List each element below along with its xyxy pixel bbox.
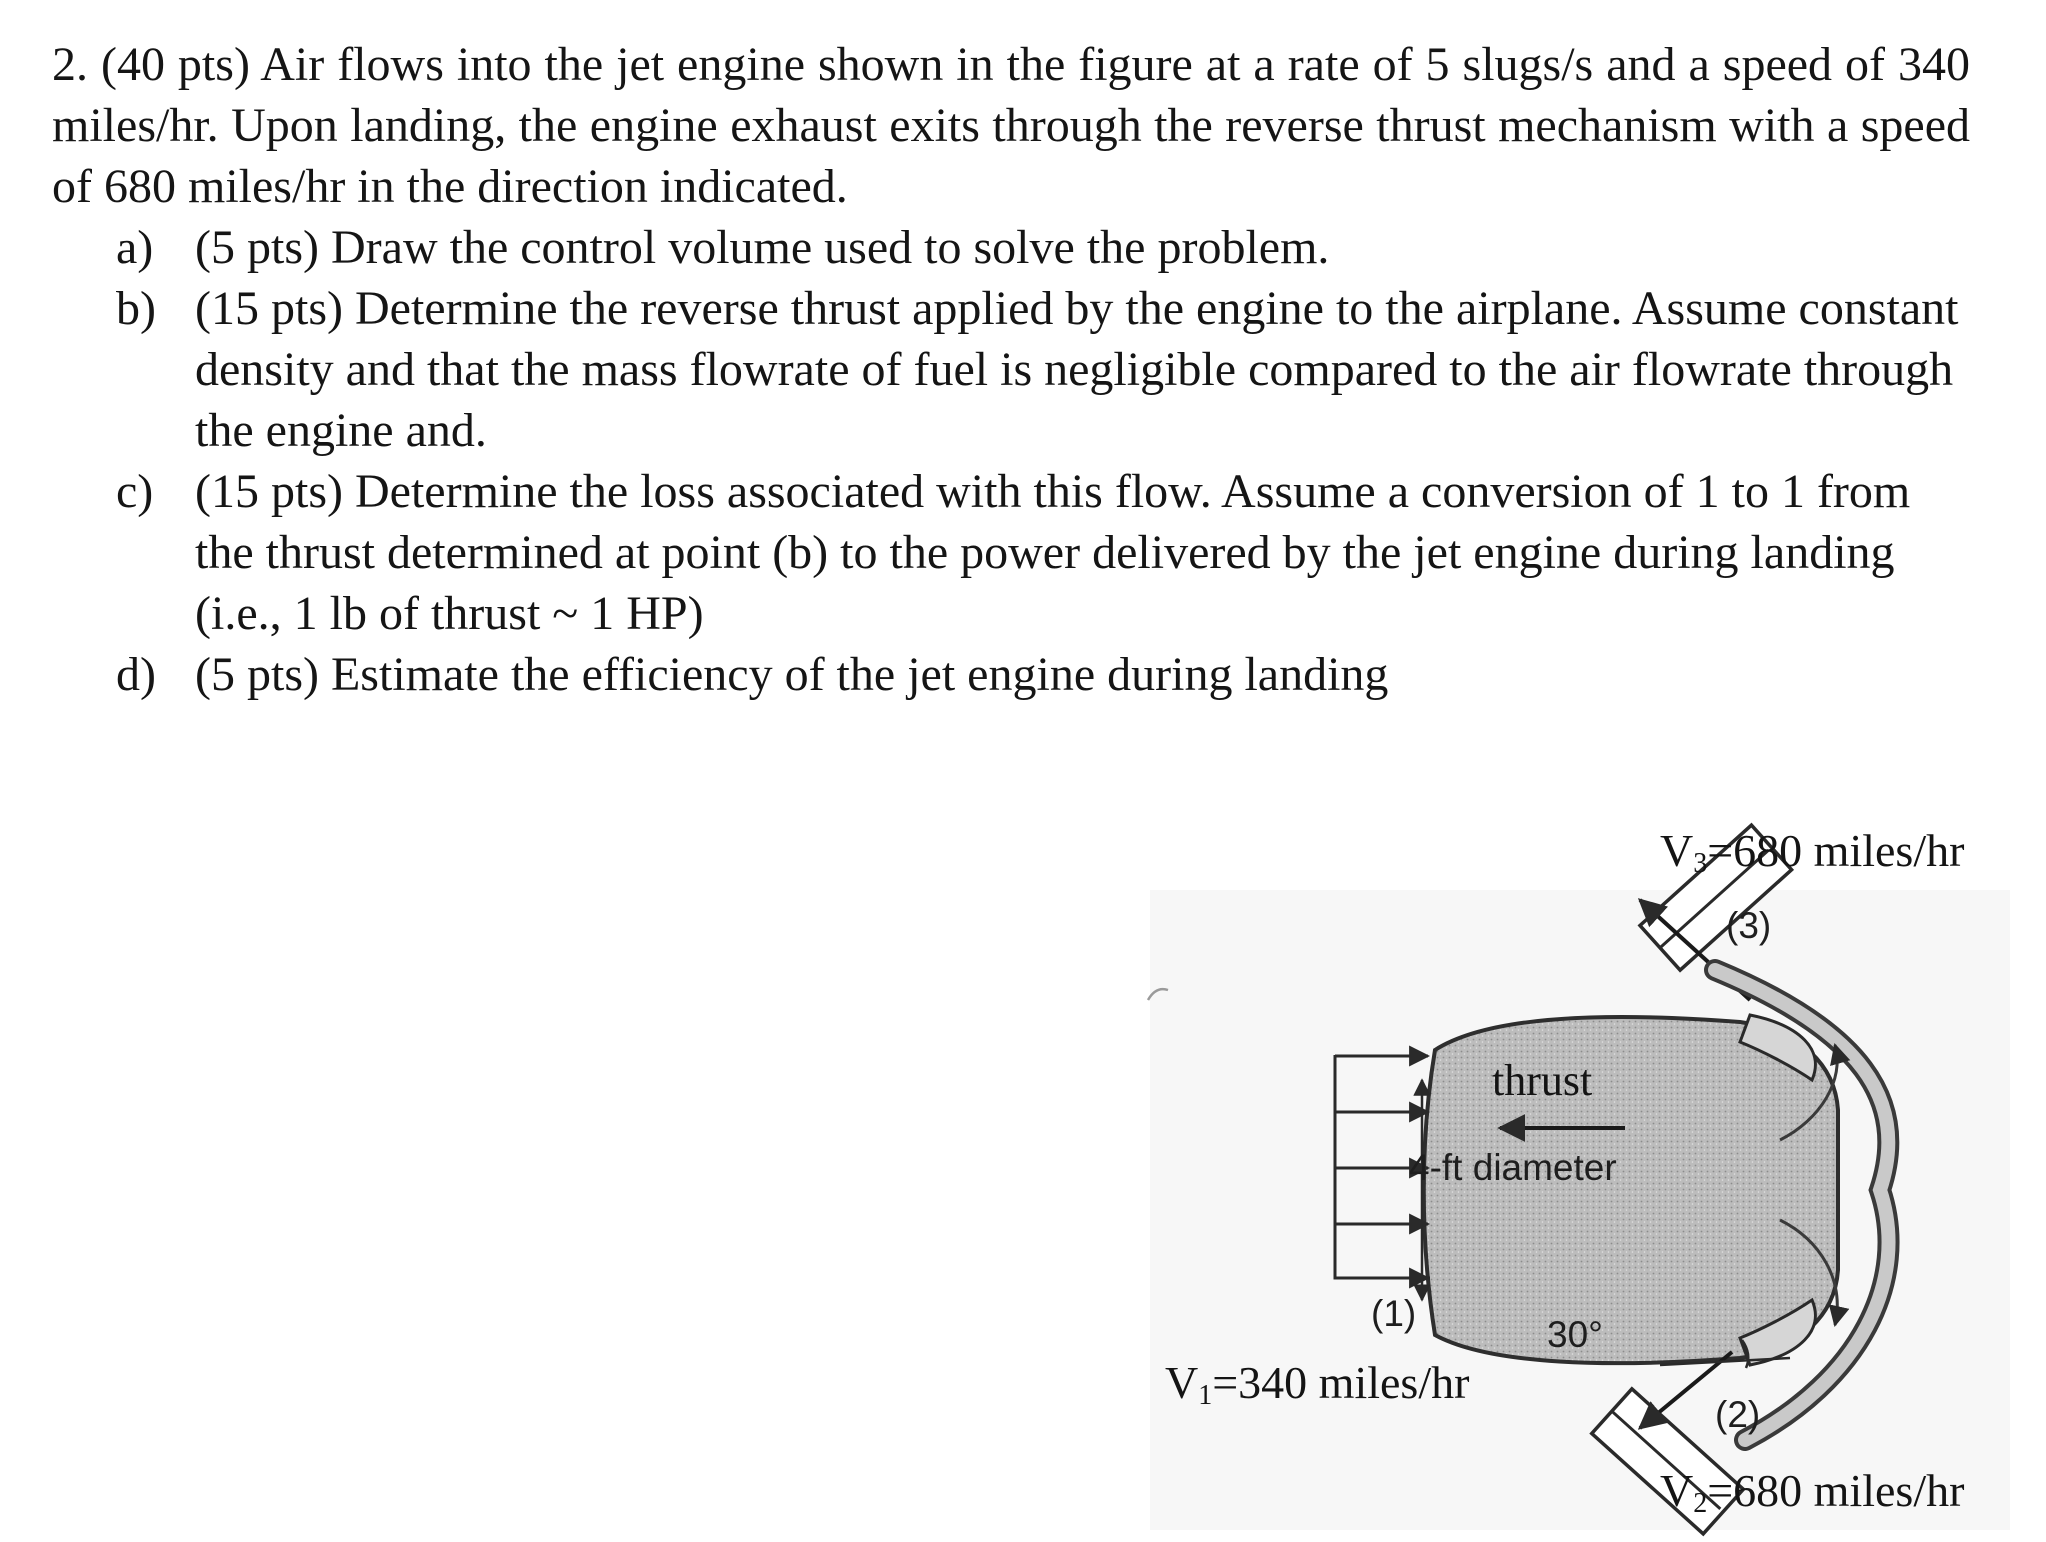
part-letter: a) [116,221,154,274]
part-letter: c) [116,465,154,518]
velocity-1-label: $V_1=340$ miles/hr [1165,1357,1470,1411]
engine-body [1424,1017,1838,1363]
velocity-2-label: $V_2=680$ miles/hr [1660,1465,1965,1519]
problem-intro: 2. (40 pts) Air flows into the jet engine shown in the figure at a rate of 5 slugs/s and a speed of 340 miles/hr. Upon landing, the engine exhaust exits through the reverse thrust mechanism with a speed of 680 miles/hr in the direction indicated. [52,38,1970,213]
part-text: (15 pts) Determine the loss associated with this flow. Assume a conversion of 1 to 1 from the thrust determined at point (b) to the power delivered by the jet engine during landing (i.e., 1 lb of thrust ~ 1 HP) [195,465,1911,640]
problem-part-c [52,461,1970,644]
problem-part-b [52,278,1970,461]
part-letter: d) [116,648,156,701]
problem-parts-list [52,217,1970,705]
velocity-3-label: $V_3=680$ miles/hr [1660,825,1965,879]
part-text: (5 pts) Estimate the efficiency of the jet engine during landing [195,648,1389,701]
station-2-label: (2) [1715,1394,1761,1435]
station-3-label: (3) [1726,905,1772,946]
part-letter: b) [116,282,156,335]
problem-part-a [52,217,1970,278]
problem-part-d [52,644,1970,705]
part-text: (15 pts) Determine the reverse thrust applied by the engine to the airplane. Assume constant density and that the mass flowrate of fuel is negligible compared to the air flowrate through the engine and. [195,282,1959,457]
problem-statement [52,34,1970,705]
diameter-label: 4-ft diameter [1409,1147,1617,1188]
angle-label: 30° [1547,1314,1603,1355]
jet-engine-figure [1100,780,2020,1540]
station-1-label: (1) [1371,1293,1417,1334]
thrust-label: thrust [1492,1056,1593,1105]
part-text: (5 pts) Draw the control volume used to solve the problem. [195,221,1330,274]
